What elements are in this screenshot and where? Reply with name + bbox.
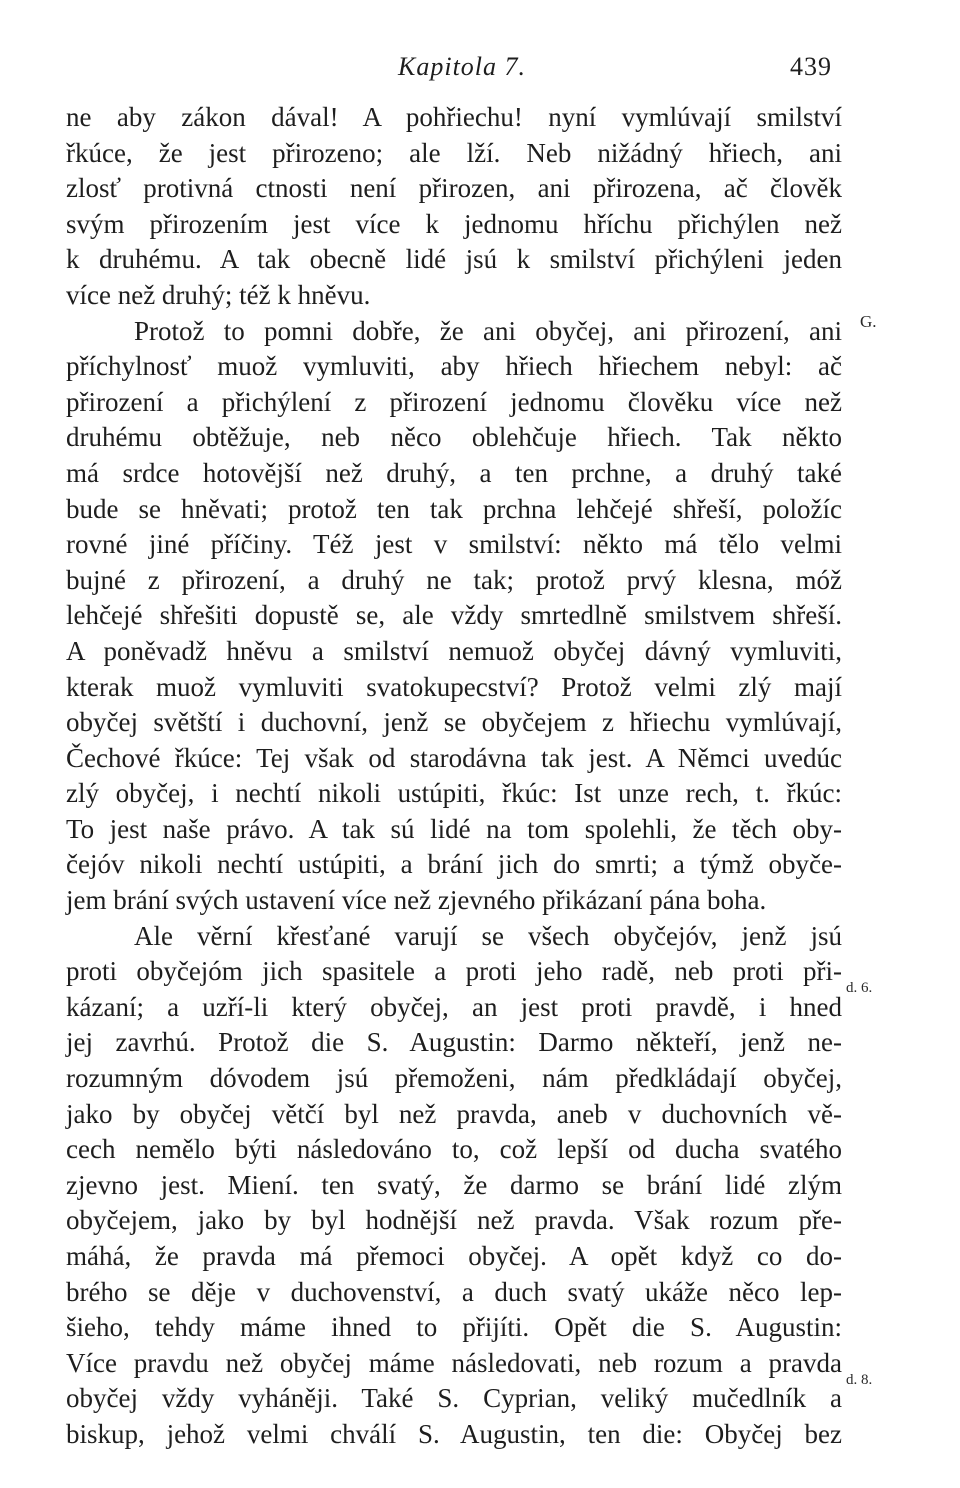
- text-line: má srdce hotovější než druhý, a ten prchne, a druhý také: [66, 457, 842, 488]
- text-line: brého se děje v duchovenství, a duch svatý ukáže něco lep-: [66, 1276, 842, 1307]
- text-line: proti obyčejóm jich spasitele a proti jeho radě, neb proti při-: [66, 956, 842, 987]
- text-line: obyčej světští i duchovní, jenž se obyčejem z hřiechu vymlúvají,: [66, 707, 842, 738]
- text-line: bujné z přirození, a druhý ne tak; protož prvý klesna, móž: [66, 564, 842, 595]
- text-line: obyčejem, jako by byl hodnější než pravda. Však rozum pře-: [66, 1205, 842, 1236]
- text-line: čejóv nikoli nechtí ustúpiti, a brání jich do smrti; a týmž obyče-: [66, 849, 842, 880]
- text-line: bude se hněvati; protož ten tak prchna lehčejé shřeší, položíc: [66, 493, 842, 524]
- text-line: kterak muož vymluviti svatokupecství? Protož velmi zlý mají: [66, 671, 842, 702]
- text-line: jem brání svých ustavení více než zjevného přikázaní pána boha.: [66, 885, 767, 916]
- body-text: [66, 100, 842, 1453]
- text-line: Protož to pomni dobře, že ani obyčej, ani přirození, ani: [134, 315, 842, 346]
- text-line: máhá, že pravda má přemoci obyčej. A opět když co do-: [66, 1241, 842, 1271]
- text-line: řkúce, že jest přirozeno; ale lží. Neb nižádný hřiech, ani: [66, 137, 842, 168]
- chapter-title: Kapitola 7.: [398, 52, 527, 81]
- text-line: zlý obyčej, i nechtí nikoli ustúpiti, řkúc: Ist unze rech, t. řkúc:: [66, 778, 842, 809]
- text-line: přirození a přichýlení z přirození jednomu člověku více než: [66, 386, 842, 417]
- text-line: rovné jiné příčiny. Též jest v smilství: někto má tělo velmi: [66, 529, 842, 560]
- text-line: k druhému. A tak obecně lidé jsú k smilství přichýleni jeden: [66, 244, 842, 275]
- text-line: To jest naše právo. A tak sú lidé na tom spolehli, že těch oby-: [66, 813, 842, 844]
- text-line: Více pravdu než obyčej máme následovati, neb rozum a pravda: [66, 1347, 842, 1378]
- margin-note-d8: d. 8.: [846, 1372, 873, 1388]
- text-line: svým přirozením jest více k jednomu hříchu přichýlen než: [66, 208, 842, 239]
- margin-note-d6: d. 6.: [846, 980, 873, 996]
- page-number: 439: [790, 52, 832, 81]
- text-line: lehčejé shřešiti dopustě se, ale vždy smrtedlně smilstvem shřeší.: [66, 600, 842, 631]
- text-line: jej zavrhú. Protož die S. Augustin: Darmo někteří, jenž ne-: [66, 1027, 842, 1058]
- text-line: Čechové řkúce: Tej však od starodávna tak jest. A Němci uvedúc: [66, 742, 842, 773]
- text-line: obyčej vždy vyháněji. Také S. Cyprian, veliký mučedlník a: [66, 1383, 842, 1414]
- text-line: rozumným dóvodem jsú přemoženi, nám předkládají obyčej,: [66, 1063, 842, 1094]
- text-line: A poněvadž hněvu a smilství nemuož obyčej dávný vymluviti,: [66, 635, 842, 666]
- text-line: více než druhý; též k hněvu.: [66, 279, 371, 310]
- text-line: ne aby zákon dával! A pohřiechu! nyní vymlúvají smilství: [66, 102, 842, 132]
- text-line: zlosť protivná ctnosti není přirozen, ani přirozena, ač člověk: [66, 173, 842, 204]
- margin-note-g: G.: [860, 312, 877, 331]
- text-line: druhému obtěžuje, neb něco oblehčuje hřiech. Tak někto: [66, 422, 842, 453]
- text-line: biskup, jehož velmi chválí S. Augustin, ten die: Obyčej bez: [66, 1418, 842, 1449]
- text-line: kázaní; a uzří-li který obyčej, an jest proti pravdě, i hned: [66, 991, 842, 1022]
- running-head: [0, 52, 960, 92]
- text-line: Ale věrní křesťané varují se všech obyčejóv, jenž jsú: [134, 920, 842, 951]
- text-line: zjevno jest. Miení. ten svatý, že darmo se brání lidé zlým: [66, 1169, 842, 1200]
- text-line: jako by obyčej větčí byl než pravda, aneb v duchovních vě-: [66, 1098, 842, 1129]
- text-line: cech nemělo býti následováno to, což lepší od ducha svatého: [66, 1134, 842, 1165]
- text-line: šieho, tehdy máme ihned to přijíti. Opět die S. Augustin:: [66, 1312, 842, 1343]
- text-line: příchylnosť muož vymluviti, aby hřiech hřiechem nebyl: ač: [66, 351, 842, 382]
